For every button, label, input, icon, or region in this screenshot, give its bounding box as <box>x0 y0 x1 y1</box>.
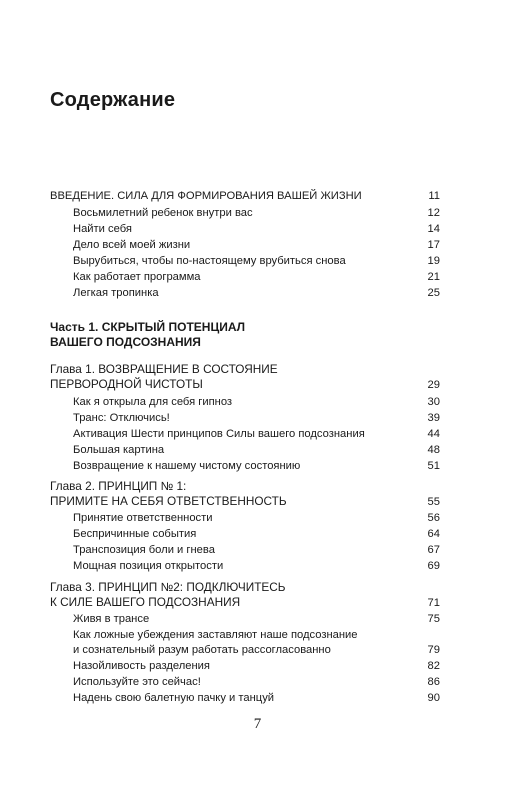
toc-entry[interactable]: Транспозиция боли и гнева <box>73 544 215 556</box>
toc-entry[interactable]: Назойливость разделения <box>73 660 210 672</box>
toc-entry[interactable]: Принятие ответственности <box>73 512 213 524</box>
chapter-heading-line1[interactable]: Глава 2. ПРИНЦИП № 1: <box>50 479 187 493</box>
toc-entry[interactable]: Используйте это сейчас! <box>73 676 201 688</box>
toc-page-number: 17 <box>427 239 440 251</box>
toc-page-number: 11 <box>428 190 440 202</box>
toc-entry[interactable]: Легкая тропинка <box>73 287 159 299</box>
toc-page-number: 29 <box>427 379 440 391</box>
toc-entry[interactable]: Активация Шести принципов Силы вашего подсознания <box>73 428 365 440</box>
part-heading-line2: ВАШЕГО ПОДСОЗНАНИЯ <box>50 335 201 349</box>
toc-page-number: 44 <box>427 428 440 440</box>
toc-entry[interactable]: Как ложные убеждения заставляют наше подсознание <box>73 629 358 641</box>
toc-page-number: 48 <box>427 444 440 456</box>
toc-page-number: 55 <box>427 496 440 508</box>
toc-entry[interactable]: Восьмилетний ребенок внутри вас <box>73 207 253 219</box>
toc-page-number: 71 <box>427 597 440 609</box>
toc-page-number: 69 <box>427 560 440 572</box>
toc-entry-continuation[interactable]: и сознательный разум работать рассогласованно <box>73 644 331 656</box>
toc-page-number: 82 <box>427 660 440 672</box>
toc-page-number: 51 <box>427 460 440 472</box>
chapter-heading-line2[interactable]: К СИЛЕ ВАШЕГО ПОДСОЗНАНИЯ <box>50 595 241 609</box>
chapter-heading-line2[interactable]: ПЕРВОРОДНОЙ ЧИСТОТЫ <box>50 377 203 391</box>
toc-entry[interactable]: Как работает программа <box>73 271 201 283</box>
chapter-heading-line1[interactable]: Глава 3. ПРИНЦИП №2: ПОДКЛЮЧИТЕСЬ <box>50 580 286 594</box>
toc-entry[interactable]: Мощная позиция открытости <box>73 560 224 572</box>
toc-page-number: 30 <box>427 396 440 408</box>
toc-page-number: 56 <box>427 512 440 524</box>
page-title: Содержание <box>50 89 176 111</box>
toc-entry[interactable]: Вырубиться, чтобы по-настоящему врубиться снова <box>73 255 346 267</box>
toc-page-number: 21 <box>427 271 440 283</box>
toc-page-number: 79 <box>427 644 440 656</box>
toc-entry[interactable]: Надень свою балетную пачку и танцуй <box>73 692 275 704</box>
toc-entry[interactable]: Транс: Отключись! <box>73 412 170 424</box>
toc-page-number: 39 <box>427 412 440 424</box>
toc-page-number: 75 <box>427 613 440 625</box>
toc-page-number: 14 <box>427 223 440 235</box>
toc-page-number: 67 <box>427 544 440 556</box>
toc-entry[interactable]: Как я открыла для себя гипноз <box>73 396 233 408</box>
toc-entry[interactable]: Возвращение к нашему чистому состоянию <box>73 460 301 472</box>
toc-entry[interactable]: Живя в трансе <box>73 613 150 625</box>
part-heading-line1: Часть 1. СКРЫТЫЙ ПОТЕНЦИАЛ <box>50 320 246 334</box>
toc-page-number: 64 <box>427 528 440 540</box>
toc-entry[interactable]: Большая картина <box>73 444 165 456</box>
toc-entry-label: ВВЕДЕНИЕ. СИЛА ДЛЯ ФОРМИРОВАНИЯ ВАШЕЙ ЖИЗНИ <box>50 190 362 202</box>
toc-page-number: 19 <box>427 255 440 267</box>
chapter-heading-line1[interactable]: Глава 1. ВОЗВРАЩЕНИЕ В СОСТОЯНИЕ <box>50 362 278 376</box>
toc-entry[interactable]: Дело всей моей жизни <box>73 239 191 251</box>
toc-page-number: 12 <box>427 207 440 219</box>
toc-page-number: 86 <box>427 676 440 688</box>
toc-page-number: 25 <box>427 287 440 299</box>
toc-entry[interactable]: Найти себя <box>73 223 132 235</box>
toc-entry[interactable]: Беспричинные события <box>73 528 197 540</box>
toc-entry-introduction[interactable] <box>50 189 362 203</box>
chapter-heading-line2[interactable]: ПРИМИТЕ НА СЕБЯ ОТВЕТСТВЕННОСТЬ <box>50 494 287 508</box>
page-number: 7 <box>253 716 262 732</box>
toc-page-number: 90 <box>427 692 440 704</box>
